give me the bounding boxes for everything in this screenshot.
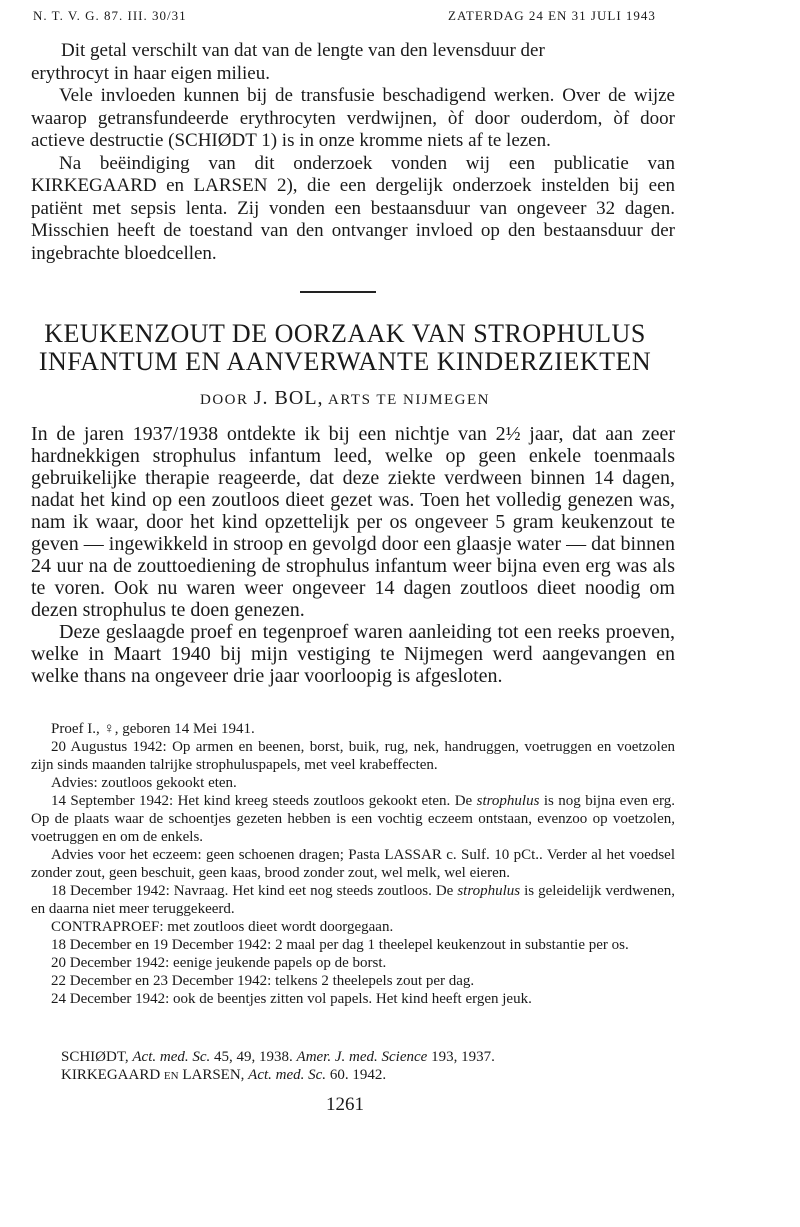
- running-header-right: ZATERDAG 24 EN 31 JULI 1943: [448, 8, 656, 23]
- case-entry: 18 December 1942: Navraag. Het kind eet nog steeds zoutloos. De strophulus is geleidelijk verdwenen, en daarna niet meer teruggekeerd.: [31, 883, 675, 917]
- case-entry: 18 December en 19 December 1942: 2 maal per dag 1 theelepel keukenzout in substantie per os.: [51, 937, 629, 953]
- intro-paragraph: Na beëindiging van dit onderzoek vonden wij een publicatie van KIRKEGAARD en LARSEN 2), die een dergelijk onderzoek instelden bij een patiënt met sepsis lenta. Zij vonden een bestaansduur van ongeveer 32 dagen. Misschien heeft de toestand van den ontvanger invloed op den bestaansduur der ingebrachte bloedcellen.: [31, 152, 675, 264]
- reference-item: SCHIØDT, Act. med. Sc. 45, 49, 1938. Amer. J. med. Science 193, 1937.: [61, 1049, 495, 1065]
- case-entry: 20 Augustus 1942: Op armen en beenen, borst, buik, rug, nek, handruggen, voetruggen en voetzolen zijn sinds maanden talrijke strophuluspapels, met veel krabeffecten.: [31, 739, 675, 773]
- case-entry: Advies: zoutloos gekookt eten.: [51, 775, 237, 791]
- references: [61, 1048, 495, 1084]
- case-entry: 14 September 1942: Het kind kreeg steeds zoutloos gekookt eten. De strophulus is nog bijna even erg. Op de plaats waar de schoentjes gezeten hebben is een vochtig eczeem ontstaan, evenzoo op voetzolen, voetruggen en om de enkels.: [31, 793, 675, 845]
- running-header-left: N. T. V. G. 87. III. 30/31: [33, 8, 187, 23]
- intro-text: [31, 85, 675, 265]
- italic-term: strophulus: [457, 883, 521, 899]
- case-entry: 20 December 1942: eenige jeukende papels op de borst.: [51, 955, 387, 971]
- intro-paragraph: Vele invloeden kunnen bij de transfusie beschadigend werken. Over de wijze waarop getransfundeerde erythrocyten verdwijnen, òf door ouderdom, òf door actieve destructie (SCHIØDT 1) is in onze kromme niets af te lezen.: [31, 85, 675, 151]
- smallcaps-name: LASSAR: [384, 847, 442, 863]
- case-heading: Proef I., ♀, geboren 14 Mei 1941.: [51, 721, 255, 737]
- case-entry: 22 December en 23 December 1942: telkens 2 theelepels zout per dag.: [51, 973, 475, 989]
- article-title-line-2: INFANTUM EN AANVERWANTE KINDERZIEKTEN: [38, 347, 652, 376]
- author-name: J. BOL,: [253, 387, 324, 409]
- byline-prefix: DOOR: [200, 392, 249, 408]
- byline-suffix: ARTS TE NIJMEGEN: [328, 392, 490, 408]
- body-paragraph: Deze geslaagde proef en tegenproef waren aanleiding tot een reeks proeven, welke in Maart 1940 bij mijn vestiging te Nijmegen werd aangevangen en welke thans na ongeveer drie jaar voorloopig is afgesloten.: [31, 621, 675, 687]
- case-entry: 24 December 1942: ook de beentjes zitten vol papels. Het kind heeft ergen jeuk.: [51, 991, 532, 1007]
- smallcaps-heading: CONTRAPROEF: [51, 919, 160, 935]
- intro-line-1: Dit getal verschilt van dat van de lengte van den levensduur der: [61, 40, 545, 61]
- case-entry: CONTRAPROEF: met zoutloos dieet wordt doorgegaan.: [51, 919, 394, 935]
- case-record: [31, 720, 675, 1008]
- case-entry: Advies voor het eczeem: geen schoenen dragen; Pasta LASSAR c. Sulf. 10 pCt.. Verder al het voedsel zonder zout, geen beschuit, geen kaas, brood zonder zout, wel melk, wel eieren.: [31, 847, 675, 881]
- section-divider: [300, 291, 376, 293]
- article-body: [31, 423, 675, 687]
- byline: [0, 387, 690, 410]
- body-paragraph: In de jaren 1937/1938 ontdekte ik bij een nichtje van 2½ jaar, dat aan zeer hardnekkigen strophulus infantum leed, welke op geen enkele toenmaals gebruikelijke therapie reageerde, dat deze ziekte verdween binnen 14 dagen, nadat het kind op een zoutloos dieet gezet was. Toen het volledig genezen was, nam ik waar, door het kind opzettelijk per os ongeveer 5 gram keukenzout te geven — ingewikkeld in stroop en gevolgd door een glaasje water — dat binnen 24 uur na de zouttoediening de strophulus infantum weer bijna even erg was als te voren. Ook nu waren weer ongeveer 14 dagen zoutloos dieet noodig om dezen strophulus te doen genezen.: [31, 423, 675, 621]
- intro-line-2: erythrocyt in haar eigen milieu.: [31, 63, 270, 84]
- page-number: 1261: [326, 1094, 364, 1115]
- reference-item: KIRKEGAARD en LARSEN, Act. med. Sc. 60. 1942.: [61, 1067, 387, 1083]
- italic-term: strophulus: [476, 793, 540, 809]
- article-title-line-1: KEUKENZOUT DE OORZAAK VAN STROPHULUS: [44, 319, 646, 348]
